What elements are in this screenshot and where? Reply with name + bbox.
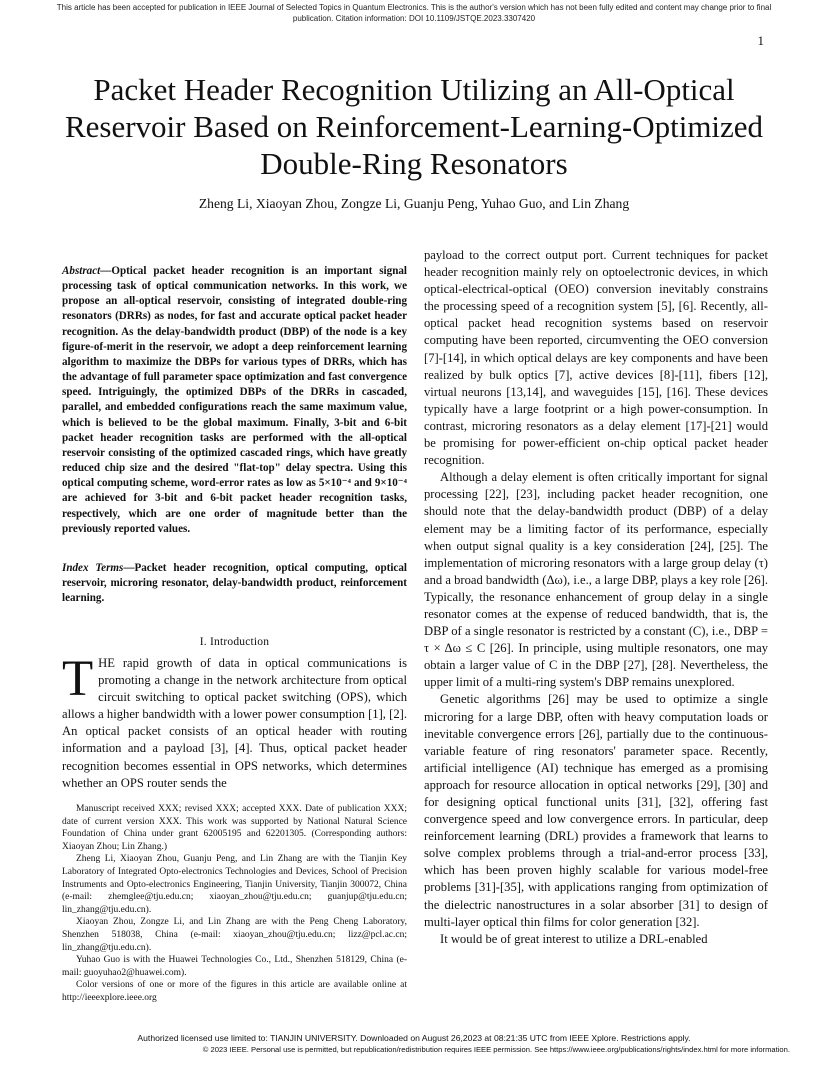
- footnote-color-versions: Color versions of one or more of the figures in this article are available online at http://ieeexplore.ieee.org: [62, 980, 407, 1003]
- index-terms-text: —Packet header recognition, optical computing, optical reservoir, microring resonator, delay-bandwidth product, reinforcement learning.: [62, 562, 407, 604]
- drop-cap: T: [62, 651, 94, 707]
- index-terms: [62, 561, 407, 606]
- abstract: [62, 264, 407, 537]
- footnote-affiliation-pengcheng: Xiaoyan Zhou, Zongze Li, and Lin Zhang are with the Peng Cheng Laboratory, Shenzhen 518038, China (e-mail: xiaoyan_zhou@tju.edu.cn; lizz@pcl.ac.cn; lin_zhang@tju.edu.cn).: [62, 917, 407, 953]
- footnotes: [62, 803, 407, 1005]
- section-heading-introduction: I. Introduction: [199, 636, 270, 648]
- copyright-notice: © 2023 IEEE. Personal use is permitted, but republication/redistribution requires IEEE permission. See https://www.ieee.org/publications/rights/index.html for more information.: [202, 1045, 790, 1054]
- footnote-affiliation-huawei: Yuhao Guo is with the Huawei Technologies Co., Ltd., Shenzhen 518129, China (e-mail: guoyuhao2@huawei.com).: [62, 955, 407, 978]
- acceptance-notice: This article has been accepted for publication in IEEE Journal of Selected Topics in Quantum Electronics. This is the author's version which has not been fully edited and content may change prior to final publication. Citation information: DOI 10.1109/JSTQE.2023.3307420: [56, 3, 772, 23]
- abstract-label: Abstract: [62, 265, 101, 277]
- introduction-paragraph: [62, 651, 407, 792]
- author-list: Zheng Li, Xiaoyan Zhou, Zongze Li, Guanju Peng, Yuhao Guo, and Lin Zhang: [198, 196, 630, 211]
- index-terms-label: Index Terms: [62, 562, 124, 574]
- page-number: 1: [757, 33, 764, 48]
- footnote-affiliation-tianjin: Zheng Li, Xiaoyan Zhou, Guanju Peng, and Lin Zhang are with the Tianjin Key Laboratory of Integrated Opto-electronics Technologies and Devices, School of Precision Instruments and Opto-electronics Engineering, Tianjin University, Tianjin 300072, China (e-mail: zhemglee@tju.edu.cn; xiaoyan_zhou@tju.edu.cn; guanjup@tju.edu.cn; lin_zhang@tju.edu.cn).: [62, 854, 407, 915]
- right-column: [424, 247, 768, 948]
- body-paragraph: payload to the correct output port. Current techniques for packet header recognition mainly rely on optoelectronic devices, in which optical-electrical-optical (OEO) conversion inevitably constrains the processing speed of a recognition system [5], [6]. Recently, all-optical packet head recognition systems based on reservoir computing have been reported, circumventing the OEO conversion [7]-[14], in which optical delays are key components and have been realized by bulk optics [7], active devices [8]-[11], fibers [12], virtual neurons [13,14], and waveguides [15], [16]. These devices typically have a large footprint or a high power-consumption. In contrast, microring resonators as a delay element [17]-[21] would be promising for power-efficient on-chip optical packet header recognition.: [424, 248, 768, 468]
- abstract-text: —Optical packet header recognition is an important signal processing task of optical communication networks. In this work, we propose an all-optical reservoir, consisting of integrated double-ring resonators (DRRs) as nodes, for fast and accurate optical packet header recognition. As the delay-bandwidth product (DBP) of the node is a key figure-of-merit in the reservoir, we adopt a deep reinforcement learning algorithm to maximize the DBPs for various types of DRRs, which has the advantage of full parameter space optimization and fast convergence speed. Intriguingly, the optimized DBPs of the DRRs in cascaded, parallel, and embedded configurations reach the same maximum value, which is believed to be the global maximum. Finally, 3-bit and 6-bit packet header recognition tasks are performed with the all-optical reservoir consisting of the optimized cascaded rings, which have greatly reduced chip size and the desired "flat-top" delay spectra. Using this optical computing scheme, word-error rates as low as 5×10⁻⁴ and 9×10⁻⁴ are achieved for 3-bit and 6-bit packet header recognition tasks, respectively, which are one order of magnitude better than the previously reported values.: [62, 265, 407, 535]
- body-paragraph: Although a delay element is often critically important for signal processing [22], [23], including packet header recognition, one should note that the delay-bandwidth product (DBP) of a delay element may be a limiting factor of its performance, especially when output signal quality is a key consideration [24], [25]. The implementation of microring resonators with a large group delay (τ) and a broad bandwidth (Δω), i.e., a large DBP, plays a key role [26]. Typically, the resonance enhancement of group delay in a single resonator comes at the expense of reduced bandwidth, that is, the DBP of a single resonator is restricted by a constant (C), i.e., DBP = τ × Δω ≤ C [26]. In principle, using multiple resonators, one may obtain a larger value of C in the DBP [27], [28]. Nevertheless, the upper limit of a multi-ring system's DBP remains unexplored.: [424, 470, 768, 690]
- license-notice: Authorized licensed use limited to: TIANJIN UNIVERSITY. Downloaded on August 26,2023 at 08:21:35 UTC from IEEE Xplore. Restrictions apply.: [137, 1033, 691, 1043]
- footnote-manuscript: Manuscript received XXX; revised XXX; accepted XXX. Date of publication XXX; date of current version XXX. This work was supported by National Natural Science Foundation of China under grant 62005195 and 62201305. (Corresponding authors: Xiaoyan Zhou; Lin Zhang.): [62, 804, 407, 852]
- body-paragraph: It would be of great interest to utilize a DRL-enabled: [440, 931, 708, 946]
- body-paragraph: Genetic algorithms [26] may be used to optimize a single microring for a large DBP, often with heavy computation loads or inevitable convergence errors [26], partially due to the continuous-variable feature of ring resonators' parameter space. Recently, artificial intelligence (AI) technique has emerged as a promising approach for resource allocation in optical networks [29], [30] and for designing optical functional units [31], [32], offering fast convergence speed and low convergence errors. In particular, deep reinforcement learning (DRL) provides a framework that learns to solve complex problems through a trial-and-error process [33], which has been proven highly scalable for various model-free problems [31]-[35], with applications ranging from optimization of the dielectric nanostructures in a solar absorber [31] to design of multi-layer optical thin films for color generation [32].: [424, 692, 768, 929]
- introduction-text: HE rapid growth of data in optical communications is promoting a change in the network architecture from optical circuit switching to optical packet switching (OPS), which allows a higher bandwidth with a lower power consumption [1], [2]. An optical packet consists of an optical header with routing information and a payload [3], [4]. Thus, optical packet header recognition becomes essential in OPS networks, which determines whether an OPS router sends the: [62, 656, 407, 790]
- paper-title: Packet Header Recognition Utilizing an All-Optical Reservoir Based on Reinforcement-Learning-Optimized Double-Ring Resonators: [64, 72, 764, 181]
